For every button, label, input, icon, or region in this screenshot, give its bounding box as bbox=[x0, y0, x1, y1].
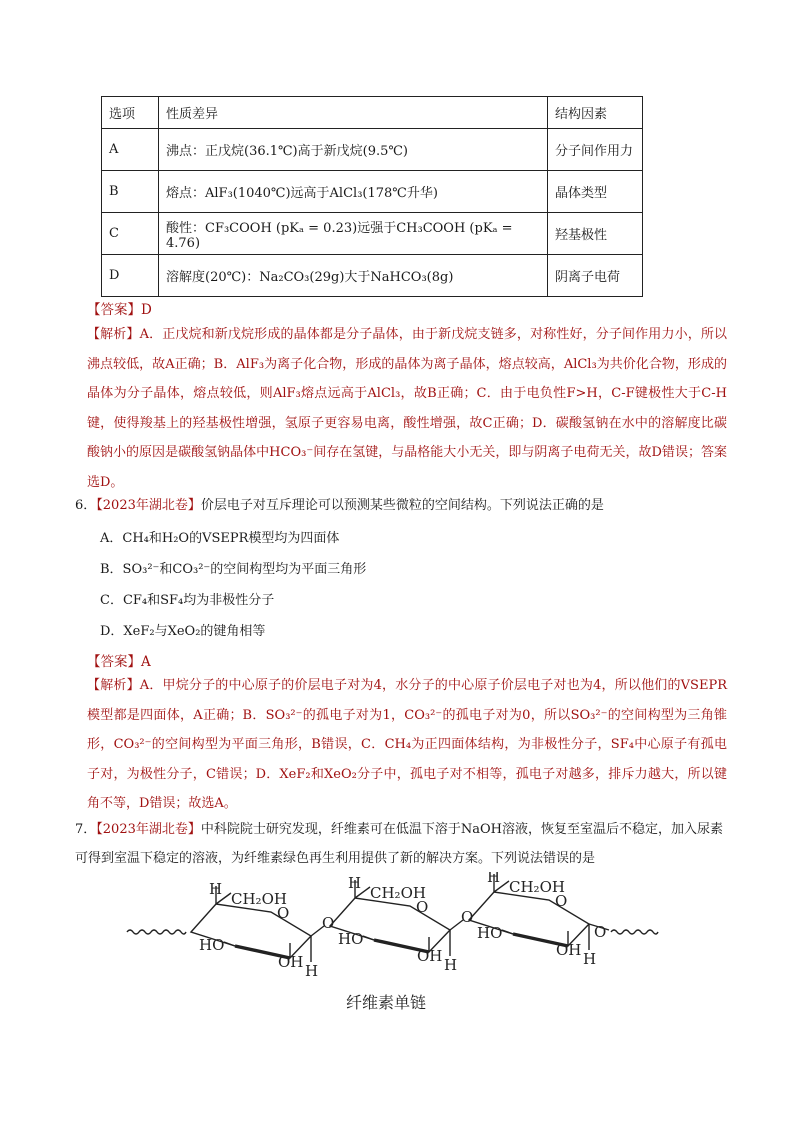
question-number: 6． bbox=[75, 498, 97, 513]
row-diff: 沸点：正戊烷(36.1℃)高于新戊烷(9.5℃) bbox=[159, 129, 548, 171]
figure-caption: 纤维素单链 bbox=[346, 993, 427, 1012]
answer-value: A bbox=[141, 654, 151, 670]
atom-ho-1: HO bbox=[199, 936, 225, 954]
atom-ch2oh-1: CH₂OH bbox=[231, 890, 287, 908]
atom-link-o-2: O bbox=[461, 908, 474, 926]
atom-oh-1: OH bbox=[278, 953, 304, 971]
atom-ho-3: HO bbox=[477, 924, 503, 942]
q5-analysis bbox=[87, 320, 727, 498]
q6-answer bbox=[87, 650, 151, 670]
wavy-bond-left bbox=[127, 930, 186, 934]
q6-option-a: A．CH₄和H₂O的VSEPR模型均为四面体 bbox=[100, 531, 340, 546]
q7-stem bbox=[75, 815, 725, 873]
answer-tag: 【答案】 bbox=[87, 654, 141, 670]
header-diff: 性质差异 bbox=[159, 97, 548, 129]
atom-link-o-1: O bbox=[322, 914, 335, 932]
header-option: 选项 bbox=[102, 97, 159, 129]
row-option: B bbox=[102, 171, 159, 213]
table-row bbox=[102, 255, 643, 297]
table-row bbox=[102, 171, 643, 213]
atom-ring-o-2: O bbox=[416, 898, 429, 916]
answer-tag: 【答案】 bbox=[87, 302, 141, 318]
row-diff: 熔点：AlF₃(1040℃)远高于AlCl₃(178℃升华) bbox=[159, 171, 548, 213]
analysis-text: A．甲烷分子的中心原子的价层电子对为4，水分子的中心原子价层电子对也为4，所以他们的VSEPR模型都是四面体，A正确；B．SO₃²⁻的孤电子对为1，CO₃²⁻的孤电子对为0，所以SO₃²⁻的空间构型为三角锥形，CO₃²⁻的空间构型为平面三角形，B错误，C．CH₄为正四面体结构，为非极性分子，SF₄中心原子有孤电子对，为极性分子，C错误；D．XeF₂和XeO₂分子中，孤电子对不相等，孤电子对越多，排斥力越大，所以键角不等，D错误；故选A。 bbox=[87, 678, 727, 812]
question-source: 【2023年湖北卷】 bbox=[96, 822, 201, 837]
atom-ring-o-1: O bbox=[277, 904, 290, 922]
question-number: 7． bbox=[75, 822, 97, 837]
analysis-tag: 【解析】 bbox=[87, 327, 140, 342]
row-option: C bbox=[102, 213, 159, 255]
question-text: 价层电子对互斥理论可以预测某些微粒的空间结构。下列说法正确的是 bbox=[200, 498, 604, 513]
row-option: A bbox=[102, 129, 159, 171]
row-factor: 晶体类型 bbox=[548, 171, 643, 213]
atom-h-3: H bbox=[487, 872, 501, 886]
atom-oh-3: OH bbox=[556, 941, 582, 959]
row-factor: 分子间作用力 bbox=[548, 129, 643, 171]
answer-value: D bbox=[141, 302, 152, 318]
row-diff: 溶解度(20℃)：Na₂CO₃(29g)大于NaHCO₃(8g) bbox=[159, 255, 548, 297]
table-row bbox=[102, 129, 643, 171]
q5-answer bbox=[87, 298, 152, 318]
atom-h-2b: H bbox=[444, 956, 458, 974]
comparison-table bbox=[101, 96, 643, 297]
q6-option-c: C．CF₄和SF₄均为非极性分子 bbox=[100, 593, 275, 608]
atom-ho-2: HO bbox=[338, 930, 364, 948]
atom-link-o-3: O bbox=[594, 923, 607, 941]
atom-h-1: H bbox=[209, 880, 223, 898]
atom-ch2oh-3: CH₂OH bbox=[509, 878, 565, 896]
row-option: D bbox=[102, 255, 159, 297]
question-text: 中科院院士研究发现，纤维素可在低温下溶于NaOH溶液，恢复至室温后不稳定，加入尿素可得到室温下稳定的溶液，为纤维素绿色再生利用提供了新的解决方案。下列说法错误的是 bbox=[75, 822, 723, 866]
atom-oh-2: OH bbox=[417, 947, 443, 965]
q6-option-b: B．SO₃²⁻和CO₃²⁻的空间构型均为平面三角形 bbox=[100, 562, 367, 577]
q6-stem bbox=[75, 491, 725, 520]
wavy-bond-right bbox=[611, 930, 658, 934]
question-source: 【2023年湖北卷】 bbox=[96, 498, 201, 513]
table-row bbox=[102, 213, 643, 255]
analysis-text: A．正戊烷和新戊烷形成的晶体都是分子晶体，由于新戊烷支链多，对称性好，分子间作用力小，所以沸点较低，故A正确；B．AlF₃为离子化合物，形成的晶体为离子晶体，熔点较高，AlCl₃为共价化合物，形成的晶体为分子晶体，熔点较低，则AlF₃熔点远高于AlCl₃，故B正确；C．由于电负性F>H，C-F键极性大于C-H键，使得羧基上的羟基极性增强，氢原子更容易电离，酸性增强，故C正确；D．碳酸氢钠在水中的溶解度比碳酸钠小的原因是碳酸氢钠晶体中HCO₃⁻间存在氢键，与晶格能大小无关，即与阴离子电荷无关，故D错误；答案选D。 bbox=[87, 327, 727, 490]
row-diff: 酸性：CF₃COOH (pKₐ = 0.23)远强于CH₃COOH (pKₐ = 4.76) bbox=[159, 213, 548, 255]
row-factor: 阴离子电荷 bbox=[548, 255, 643, 297]
atom-ch2oh-2: CH₂OH bbox=[370, 884, 426, 902]
atom-ring-o-3: O bbox=[555, 892, 568, 910]
header-factor: 结构因素 bbox=[548, 97, 643, 129]
q6-option-d: D．XeF₂与XeO₂的键角相等 bbox=[100, 624, 266, 639]
cellulose-structure bbox=[125, 872, 665, 982]
atom-h-2: H bbox=[348, 874, 362, 892]
atom-h-3b: H bbox=[583, 950, 597, 968]
analysis-tag: 【解析】 bbox=[87, 678, 140, 693]
q6-analysis bbox=[87, 671, 727, 819]
row-factor: 羟基极性 bbox=[548, 213, 643, 255]
table-header-row bbox=[102, 97, 643, 129]
atom-h-1b: H bbox=[305, 962, 319, 980]
